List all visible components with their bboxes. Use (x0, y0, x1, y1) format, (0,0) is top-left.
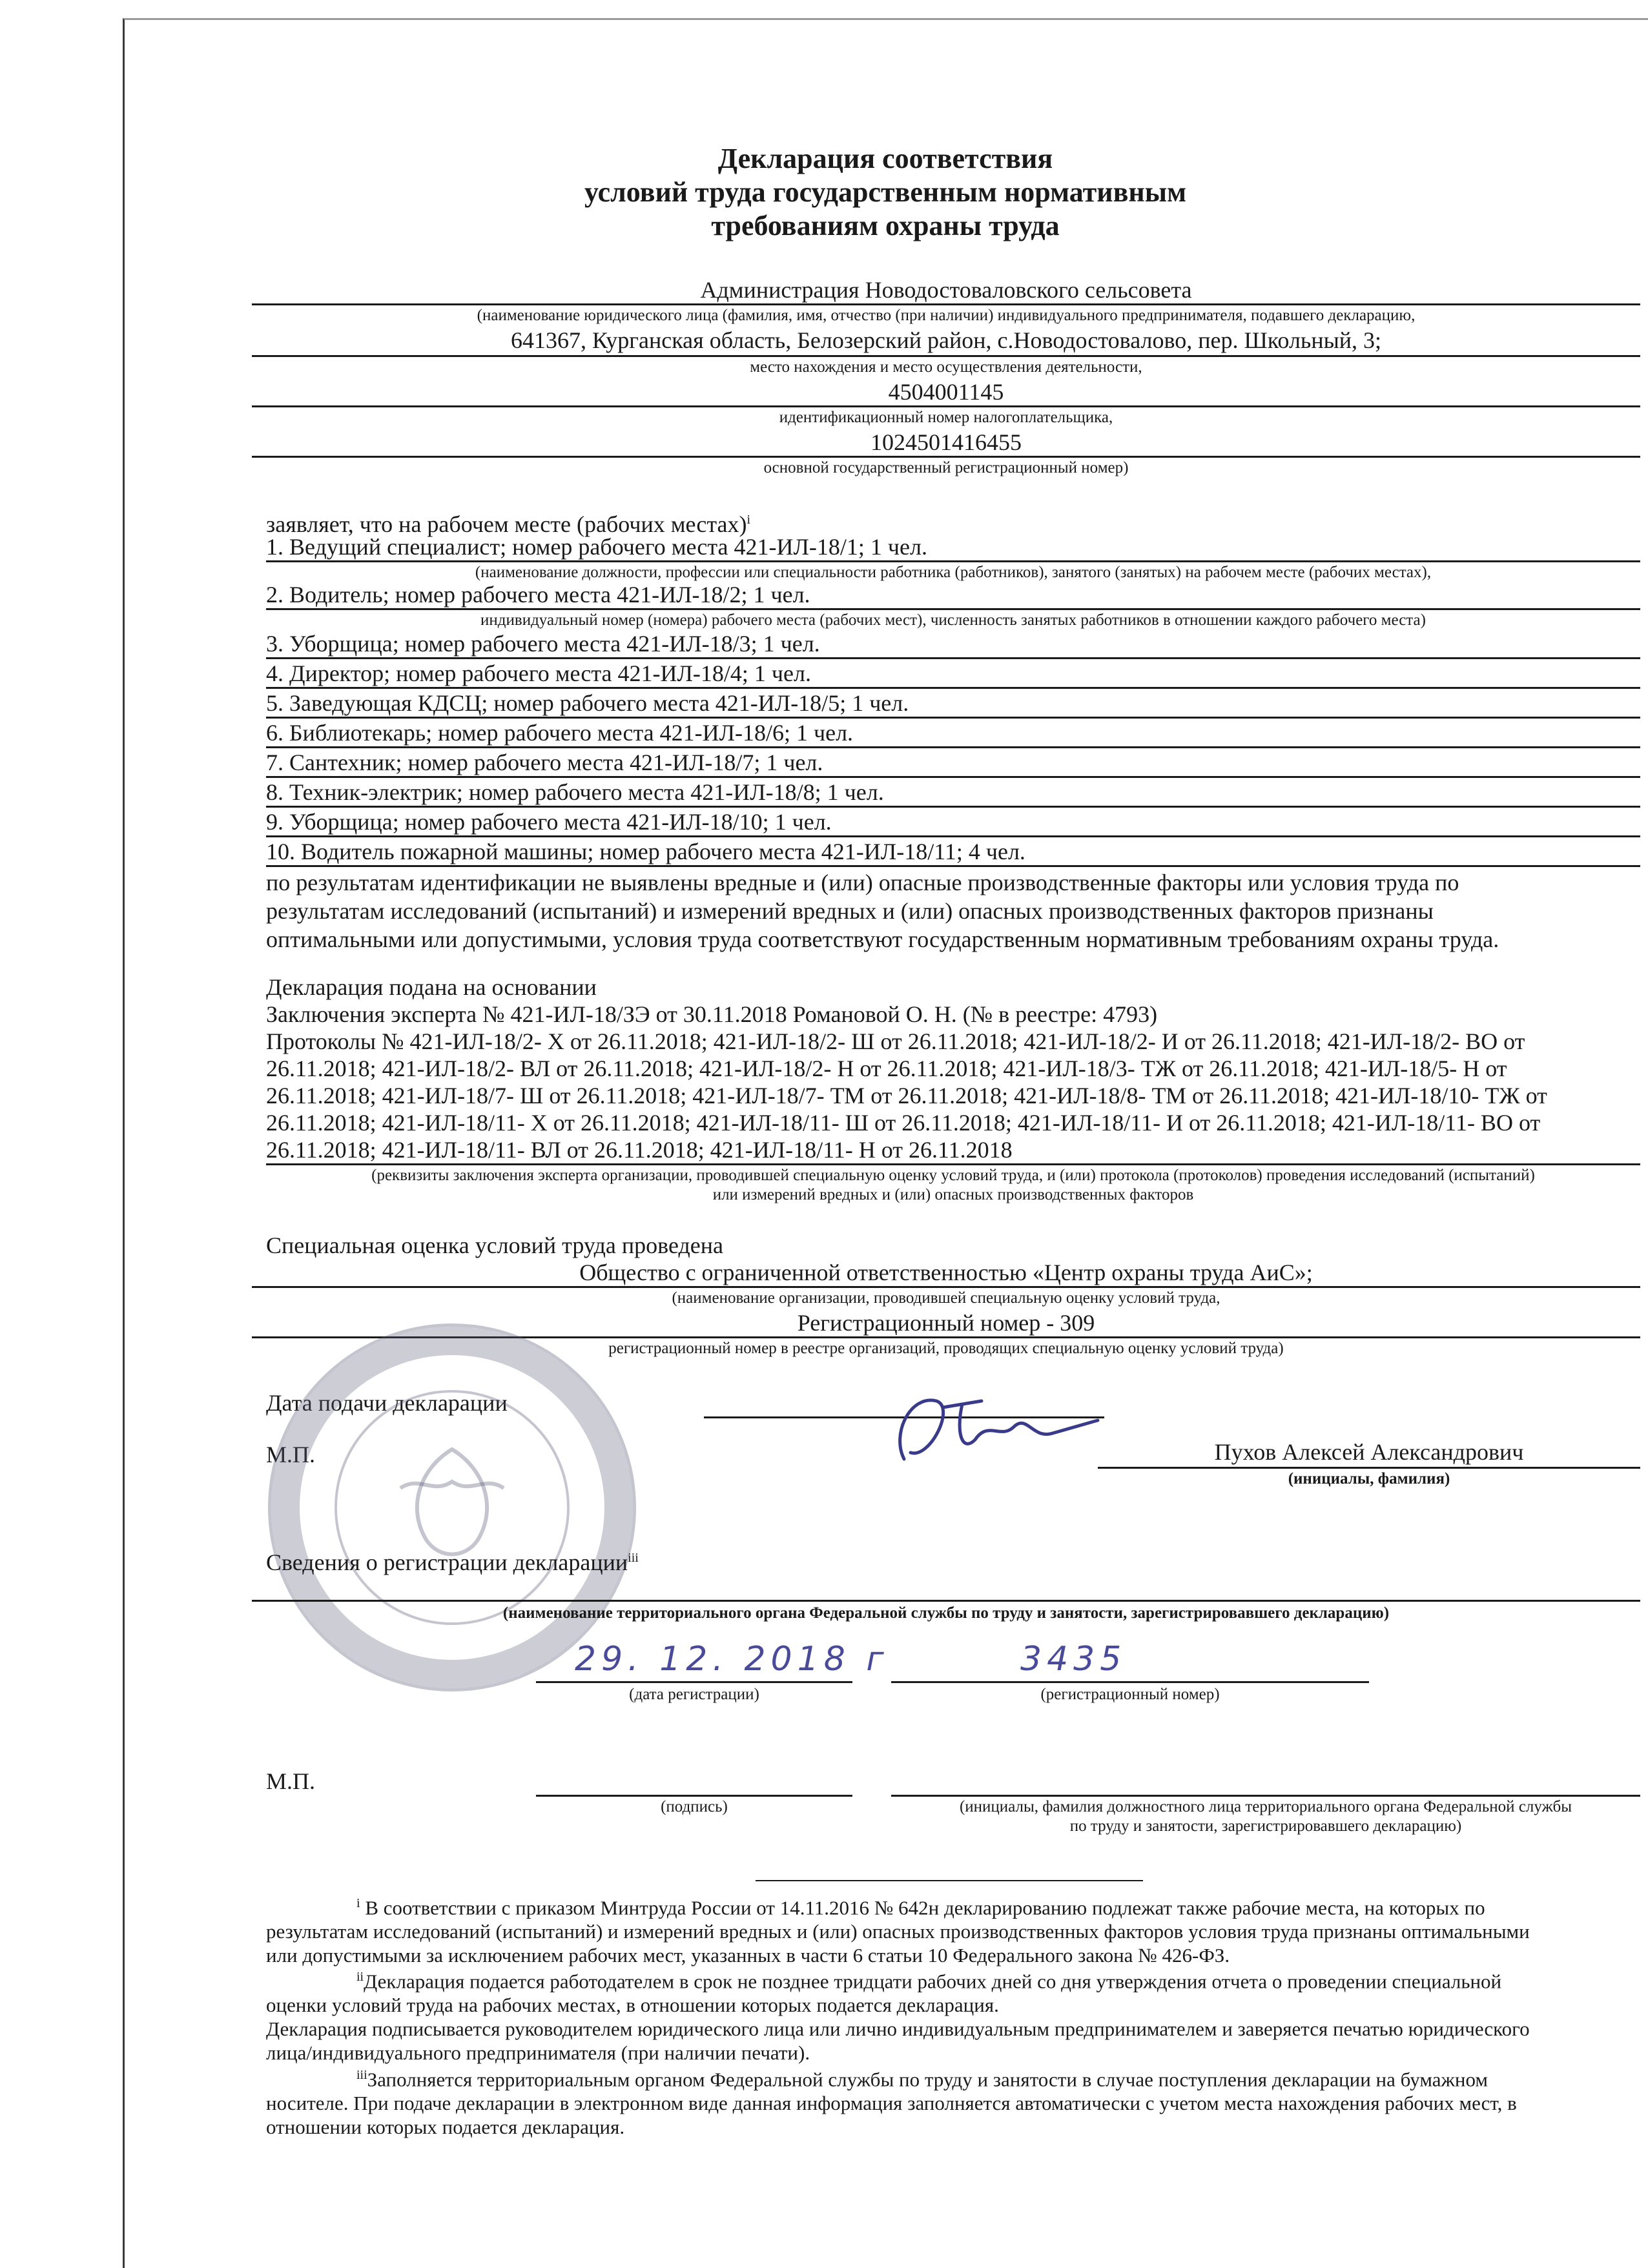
footnote-2-line-3: Декларация подписывается руководителем юридического лица или лично индивидуальным предпринимателем и заверяется печатью юридического (266, 2018, 1530, 2041)
footnote-ref: iii (628, 1551, 639, 1565)
assessment-reg-number: Регистрационный номер - 309 (797, 1310, 1095, 1336)
footnote-ref: i (747, 513, 751, 527)
declarant-name-caption: (наименование юридического лица (фамилия, имя, отчество (при наличии) индивидуального предпринимателя, подавшего декларацию, (477, 307, 1416, 324)
protocol-line: 26.11.2018; 421-ИЛ-18/2- ВЛ от 26.11.2018; 421-ИЛ-18/2- Н от 26.11.2018; 421-ИЛ-18/3- ТЖ от 26.11.2018; 421-ИЛ-18/5- Н от (266, 1056, 1507, 1081)
footnote-3-line-2: носителе. При подаче декларации в электронном виде данная информация заполняется автоматически с учетом места нахождения рабочих мест, в (266, 2092, 1517, 2115)
divider (266, 746, 1640, 748)
divider (266, 1163, 1640, 1165)
workplace-item: 3. Уборщица; номер рабочего места 421-ИЛ-18/3; 1 чел. (266, 631, 820, 657)
statement-intro-text: заявляет, что на рабочем месте (рабочих местах) (266, 511, 747, 537)
assessment-heading: Специальная оценка условий труда проведена (266, 1232, 723, 1258)
workplace-item: 1. Ведущий специалист; номер рабочего места 421-ИЛ-18/1; 1 чел. (266, 534, 927, 560)
footnote-separator (756, 1880, 1143, 1881)
result-line-3: оптимальными или допустимыми, условия труда соответствуют государственным нормативным требованиям охраны труда. (266, 926, 1499, 952)
footnote-mark: i (356, 1896, 360, 1910)
divider (252, 1600, 1640, 1602)
footnote-1-line-3: или допустимыми за исключением рабочих мест, указанных в части 6 статьи 10 Федерального закона № 426-ФЗ. (266, 1944, 1230, 1967)
footnote-mark: iii (356, 2068, 367, 2082)
expert-conclusion: Заключения эксперта № 421-ИЛ-18/ЗЭ от 30.11.2018 Романовой О. Н. (№ в реестре: 4793) (266, 1001, 1158, 1027)
title-line-3: требованиям охраны труда (711, 210, 1060, 241)
workplace-item: 10. Водитель пожарной машины; номер рабочего места 421-ИЛ-18/11; 4 чел. (266, 839, 1025, 864)
workplace-item: 7. Сантехник; номер рабочего места 421-ИЛ-18/7; 1 чел. (266, 750, 823, 775)
divider (266, 806, 1640, 808)
result-line-2: результатам исследований (испытаний) и измерений вредных и (или) опасных производственных факторов признаны (266, 898, 1434, 924)
footnote-3-line-1: $^{iii}$Заполняется территориальным органом Федеральной службы по труду и занятости в случае поступления декларации на бумажном (356, 2068, 1488, 2091)
signer-name: Пухов Алексей Александрович (1214, 1439, 1524, 1465)
signature-image (885, 1382, 1117, 1478)
assessment-reg-caption: регистрационный номер в реестре организаций, проводящих специальную оценку условий труда) (608, 1340, 1284, 1357)
divider (891, 1681, 1369, 1683)
workplace-item: 2. Водитель; номер рабочего места 421-ИЛ-18/2; 1 чел. (266, 582, 810, 608)
declarant-address-caption: место нахождения и место осуществления деятельности, (750, 358, 1142, 376)
result-line-1: по результатам идентификации не выявлены вредные и (или) опасные производственные факторы или условия труда по (266, 870, 1459, 895)
protocol-line: Протоколы № 421-ИЛ-18/2- Х от 26.11.2018; 421-ИЛ-18/2- Ш от 26.11.2018; 421-ИЛ-18/2- И от 26.11.2018; 421-ИЛ-18/2- ВО от (266, 1028, 1525, 1054)
divider (266, 835, 1640, 837)
registration-heading (266, 1544, 639, 1576)
declarant-inn-caption: идентификационный номер налогоплательщика, (779, 409, 1113, 426)
organization-seal (268, 1323, 636, 1691)
title-line-1: Декларация соответствия (717, 143, 1053, 174)
divider (266, 717, 1640, 719)
registration-official-caption-1: (инициалы, фамилия должностного лица территориального органа Федеральной службы (959, 1798, 1572, 1815)
footnote-2-line-1: $^{ii}$Декларация подается работодателем в срок не позднее тридцати рабочих дней со дня утверждения отчета о проведении специальной (356, 1970, 1502, 1993)
divider (266, 865, 1640, 867)
workplace-item: 4. Директор; номер рабочего места 421-ИЛ-18/4; 1 чел. (266, 660, 811, 686)
document-title (123, 142, 1648, 243)
scan-margin (0, 0, 123, 2266)
registration-number-handwritten: 3435 (1020, 1640, 1127, 1679)
assessment-organization: Общество с ограниченной ответственностью «Центр охраны труда АиС»; (579, 1260, 1313, 1285)
protocol-line: 26.11.2018; 421-ИЛ-18/11- Х от 26.11.2018; 421-ИЛ-18/11- Ш от 26.11.2018; 421-ИЛ-18/11- И от 26.11.2018; 421-ИЛ-18/11- ВО от (266, 1110, 1541, 1136)
divider (891, 1795, 1640, 1797)
divider (1098, 1467, 1640, 1469)
registration-sign-caption: (подпись) (661, 1798, 728, 1815)
divider (536, 1681, 852, 1683)
registration-date-handwritten: 29. 12. 2018 г (575, 1640, 889, 1679)
footnote-2 (266, 1965, 1640, 2065)
divider (252, 1286, 1640, 1288)
signer-caption: (инициалы, фамилия) (1288, 1470, 1450, 1487)
title-line-2: условий труда государственным нормативным (584, 176, 1187, 208)
declarant-address: 641367, Курганская область, Белозерский район, с.Новодостовалово, пер. Школьный, 3; (510, 327, 1382, 353)
footnote-1 (266, 1892, 1640, 1967)
divider (252, 303, 1640, 305)
divider (266, 608, 1640, 610)
footnote-mark: ii (356, 1970, 364, 1984)
seal-label: М.П. (266, 1442, 316, 1467)
basis-caption-1: (реквизиты заключения эксперта организации, проводившей специальную оценку условий труда, и (или) протокола (протоколов) проведения исследований (испытаний) (371, 1167, 1535, 1184)
workplaces-caption-1: (наименование должности, профессии или специальности работника (работников), занятого (занятых) на рабочем месте (рабочих местах), (475, 564, 1432, 581)
registration-official-caption-2: по труду и занятости, зарегистрировавшего декларацию) (1069, 1817, 1462, 1835)
divider (252, 456, 1640, 458)
declarant-name: Администрация Новодостоваловского сельсовета (700, 277, 1192, 303)
divider (266, 560, 1640, 562)
registration-date-caption: (дата регистрации) (629, 1686, 759, 1703)
divider (252, 405, 1640, 407)
workplace-item: 5. Заведующая КДСЦ; номер рабочего места 421-ИЛ-18/5; 1 чел. (266, 690, 909, 716)
workplace-item: 6. Библиотекарь; номер рабочего места 421-ИЛ-18/6; 1 чел. (266, 720, 854, 746)
divider (266, 657, 1640, 659)
declarant-inn: 4504001145 (888, 379, 1004, 405)
divider (536, 1795, 852, 1797)
basis-heading: Декларация подана на основании (266, 974, 597, 1000)
footnote-2-line-4: лица/индивидуального предпринимателя (при наличии печати). (266, 2041, 810, 2065)
footnote-1-line-2: результатам исследований (испытаний) и измерений вредных и (или) опасных производственных факторов условия труда признаны оптимальными (266, 1920, 1530, 1943)
submission-date-label: Дата подачи декларации (266, 1390, 508, 1416)
assessment-organization-caption: (наименование организации, проводившей специальную оценку условий труда, (672, 1289, 1221, 1307)
workplaces-caption-2: индивидуальный номер (номера) рабочего места (рабочих мест), численность занятых работников в отношении каждого рабочего места) (480, 611, 1426, 629)
divider (266, 776, 1640, 778)
declarant-ogrn: 1024501416455 (870, 429, 1022, 455)
footnote-2-line-2: оценки условий труда на рабочих местах, в отношении которых подается декларация. (266, 1994, 999, 2017)
basis-caption-2: или измерений вредных и (или) опасных производственных факторов (712, 1186, 1194, 1203)
footnote-3-line-3: отношении которых подается декларация. (266, 2116, 625, 2139)
registration-organ-caption: (наименование территориального органа Федеральной службы по труду и занятости, зарегистрировавшего декларацию) (502, 1604, 1390, 1622)
registration-number-caption: (регистрационный номер) (1040, 1686, 1220, 1703)
protocol-line: 26.11.2018; 421-ИЛ-18/7- Ш от 26.11.2018; 421-ИЛ-18/7- ТМ от 26.11.2018; 421-ИЛ-18/8- ТМ от 26.11.2018; 421-ИЛ-18/10- ТЖ от (266, 1083, 1547, 1108)
workplace-item: 8. Техник-электрик; номер рабочего места 421-ИЛ-18/8; 1 чел. (266, 779, 884, 805)
footnote-3 (266, 2063, 1640, 2139)
divider (252, 355, 1640, 357)
workplace-item: 9. Уборщица; номер рабочего места 421-ИЛ-18/10; 1 чел. (266, 809, 832, 835)
registration-seal-label: М.П. (266, 1768, 316, 1794)
seal-emblem-icon (271, 1327, 633, 1688)
protocol-line: 26.11.2018; 421-ИЛ-18/11- ВЛ от 26.11.2018; 421-ИЛ-18/11- Н от 26.11.2018 (266, 1137, 1013, 1163)
divider (266, 687, 1640, 689)
registration-heading-text: Сведения о регистрации декларации (266, 1549, 628, 1575)
footnote-1-line-1: $^i$ В соответствии с приказом Минтруда России от 14.11.2016 № 642н декларированию подлежат также рабочие места, на которых по (356, 1896, 1485, 1919)
declarant-ogrn-caption: основной государственный регистрационный номер) (763, 459, 1129, 476)
